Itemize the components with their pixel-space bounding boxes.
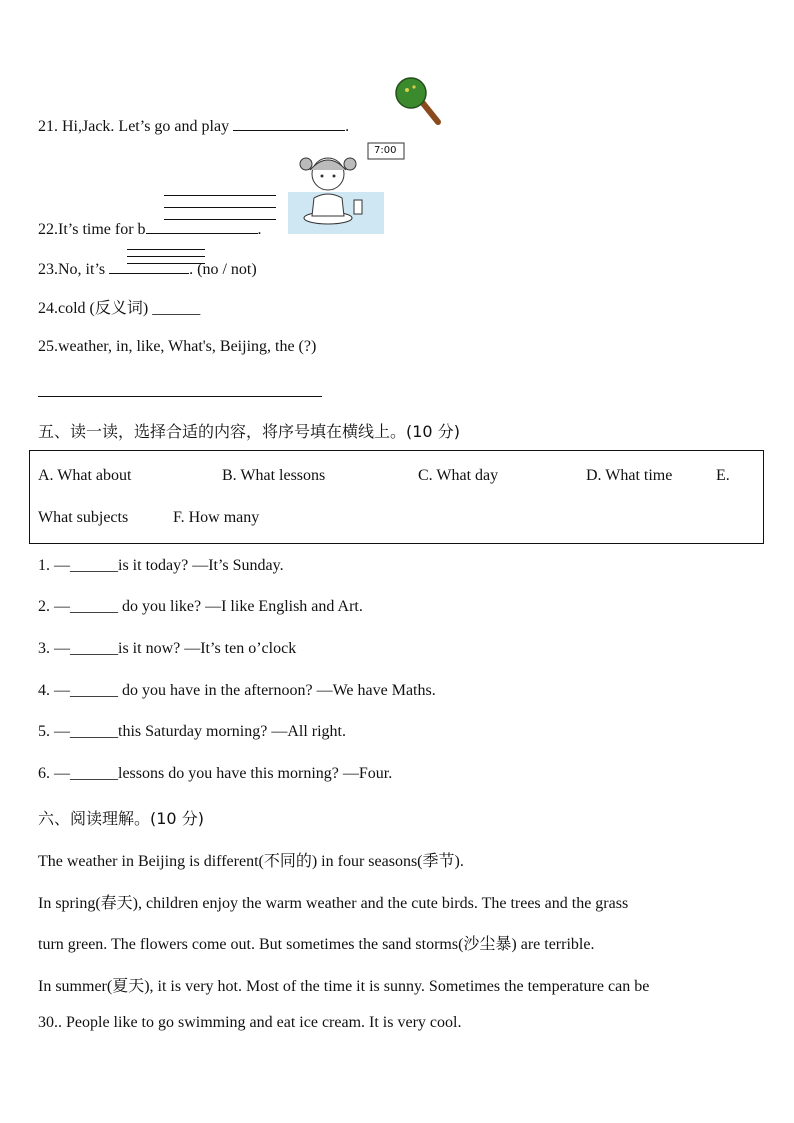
option-b: B. What lessons [222,467,326,484]
fill-question-1: 1. —______is it today? —It’s Sunday. [38,557,284,574]
answer-blank[interactable]: ______ [70,557,118,574]
option-f: F. How many [173,509,260,526]
breakfast-picture [288,140,406,234]
option-e-text: What subjects [38,509,129,526]
question-23-text: 23.No, it’s [38,261,110,278]
answer-blank[interactable]: ______ [70,682,118,699]
answer-line-25[interactable] [38,396,322,397]
answer-blank-23[interactable] [109,259,189,274]
section-6-title: 六、阅读理解。(10 分) [38,809,204,828]
question-22: 22.It’s time for b . [38,221,262,238]
fill-question-3: 3. —______is it now? —It’s ten o’clock [38,640,297,657]
answer-blank[interactable]: ______ [70,598,118,615]
question-21-text: 21. Hi,Jack. Let’s go and play [38,118,234,135]
reading-line-4: In summer(夏天), it is very hot. Most of the time it is sunny. Sometimes the temperature can be [38,978,650,995]
writing-line [127,249,205,250]
question-24: 24.cold (反义词) ______ [38,300,201,317]
fill-question-6: 6. —______lessons do you have this morning? —Four. [38,765,393,782]
question-21: 21. Hi,Jack. Let’s go and play . [38,118,350,135]
question-25: 25.weather, in, like, What's, Beijing, the (?) [38,338,317,355]
writing-line [127,256,205,257]
question-23: 23.No, it’s . (no / not) [38,261,257,278]
answer-blank[interactable]: ______ [70,723,118,740]
fill-question-4: 4. —______ do you have in the afternoon? —We have Maths. [38,682,436,699]
writing-line [164,195,276,196]
ping-pong-paddle-icon [392,76,446,128]
clock-label: 7:00 [374,145,397,156]
reading-line-1: The weather in Beijing is different(不同的) in four seasons(季节). [38,853,464,870]
fill-question-5: 5. —______this Saturday morning? —All right. [38,723,346,740]
writing-line [164,207,276,208]
fill-question-2: 2. —______ do you like? —I like English and Art. [38,598,363,615]
reading-line-5: 30.. People like to go swimming and eat ice cream. It is very cool. [38,1014,462,1031]
answer-blank-21[interactable] [233,116,345,131]
answer-blank-22[interactable] [146,219,258,234]
reading-line-2: In spring(春天), children enjoy the warm weather and the cute birds. The trees and the grass [38,895,629,912]
option-d: D. What time [586,467,673,484]
question-22-text: 22.It’s time for b [38,221,146,238]
option-c: C. What day [418,467,499,484]
answer-blank[interactable]: ______ [70,765,118,782]
option-a: A. What about [38,467,132,484]
answer-blank[interactable]: ______ [70,640,118,657]
reading-line-3: turn green. The flowers come out. But sometimes the sand storms(沙尘暴) are terrible. [38,936,595,953]
option-e-letter: E. [716,467,730,484]
section-5-title: 五、读一读，选择合适的内容，将序号填在横线上。(10 分) [38,422,460,441]
options-box [29,450,764,544]
